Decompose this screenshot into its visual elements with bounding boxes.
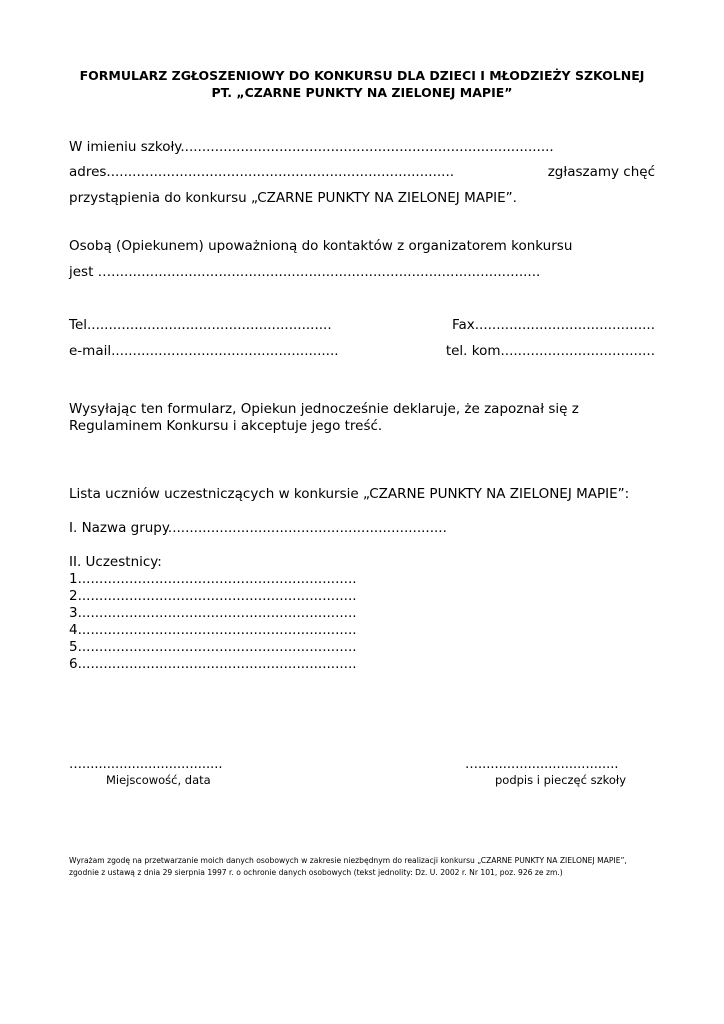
form-title-line-1: FORMULARZ ZGŁOSZENIOWY DO KONKURSU DLA DZIECI I MŁODZIEŻY SZKOLNEJ [79, 68, 645, 83]
statement-line-2: Regulaminem Konkursu i akceptuje jego treść. [69, 418, 383, 434]
phone-fax-row [69, 316, 655, 334]
guardian-name-field[interactable]: jest ….................................................................................................... [69, 264, 541, 280]
statement-line-1: Wysyłając ten formularz, Opiekun jednocześnie deklaruje, że zapoznał się z [69, 401, 579, 417]
school-name-field[interactable]: W imieniu szkoły....................................................................................... [69, 139, 554, 155]
participant-row-3[interactable]: 3................................................................. [69, 605, 357, 621]
participant-row-2[interactable]: 2................................................................. [69, 588, 357, 604]
data-consent-line-1: Wyrażam zgodę na przetwarzanie moich danych osobowych w zakresie niezbędnym do realizacji konkursu „CZARNE PUNKTY NA ZIELONEJ MAPIE”, [69, 856, 627, 865]
email-field[interactable]: e-mail..................................................... [69, 343, 339, 359]
school-address-field[interactable]: adres................................................................................. [69, 164, 455, 180]
participant-row-5[interactable]: 5................................................................. [69, 639, 357, 655]
guardian-label: Osobą (Opiekunem) upoważnioną do kontaktów z organizatorem konkursu [69, 238, 573, 254]
phone-field[interactable]: Tel......................................................... [69, 317, 332, 333]
form-title-line-2: PT. „CZARNE PUNKTY NA ZIELONEJ MAPIE” [211, 85, 513, 100]
participant-row-6[interactable]: 6................................................................. [69, 656, 357, 672]
signature-stamp-field[interactable]: ….................................. [465, 757, 619, 772]
school-address-tail: zgłaszamy chęć [547, 164, 655, 180]
place-date-field[interactable]: ….................................. [69, 757, 223, 772]
participation-declaration: przystąpienia do konkursu „CZARNE PUNKTY NA ZIELONEJ MAPIE”. [69, 190, 517, 206]
place-date-caption: Miejscowość, data [106, 773, 211, 787]
mobile-phone-field[interactable]: tel. kom.................................... [445, 343, 655, 359]
participant-row-1[interactable]: 1................................................................. [69, 571, 357, 587]
participant-row-4[interactable]: 4................................................................. [69, 622, 357, 638]
signature-stamp-caption: podpis i pieczęć szkoły [495, 773, 626, 787]
participants-section-heading: II. Uczestnicy: [69, 554, 162, 570]
data-consent-line-2: zgodnie z ustawą z dnia 29 sierpnia 1997 r. o ochronie danych osobowych (tekst jednolity: Dz. U. 2002 r. Nr 101, poz. 926 ze zm.) [69, 868, 563, 877]
school-address-row [69, 163, 655, 181]
participants-list-heading: Lista uczniów uczestniczących w konkursie „CZARNE PUNKTY NA ZIELONEJ MAPIE”: [69, 486, 630, 502]
email-mobile-row [69, 342, 655, 360]
fax-field[interactable]: Fax.......................................... [451, 317, 655, 333]
group-name-field[interactable]: I. Nazwa grupy................................................................. [69, 520, 447, 536]
